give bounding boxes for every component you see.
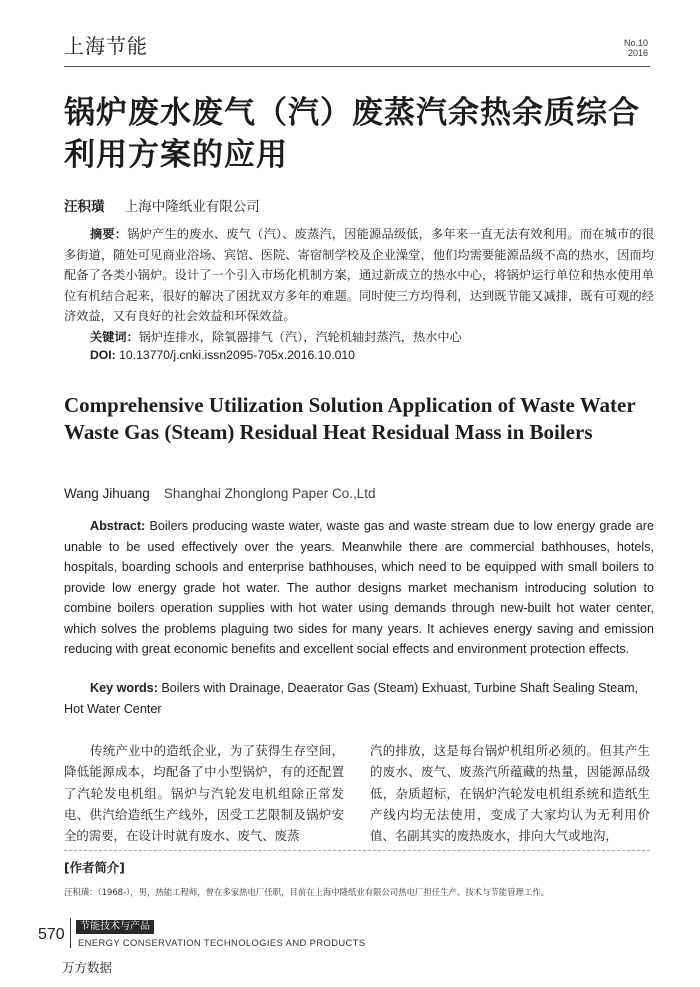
issue-year: 2016 — [627, 48, 648, 58]
footer-divider — [70, 918, 71, 948]
authors-en — [64, 486, 375, 501]
footnote-divider — [64, 850, 650, 851]
title-cn: 锅炉废水废气（汽）废蒸汽余热余质综合利用方案的应用 — [64, 95, 640, 173]
keywords-en — [64, 678, 654, 719]
magazine-name-cn: 节能技术与产品 — [76, 920, 154, 934]
abstract-en-text: Boilers producing waste water, waste gas and waste stream due to low energy grade are unable to be used effectively over the years. Meanwhile there are commercial bathhouses, hotels, hospitals, boarding schools and enterprise bathhouses, which need to be equipped with small boilers to provide low energy grade hot water. The author designs market mechanism introducing solution to combine boilers operation supplies with hot water using demands through new-built hot water center, which solves the problems plaguing two sides for many years. It achieves energy saving and emission reducing with great economic benefits and excellent social effects and environment protection effects. — [64, 519, 654, 656]
magazine-name-en: ENERGY CONSERVATION TECHNOLOGIES AND PRODUCTS — [78, 937, 366, 948]
keywords-en-label: Key words: — [90, 681, 158, 695]
author-intro-text: 汪积璜：（1968-），男，热能工程师，曾在多家热电厂任职，目前在上海中隆纸业有限公司热电厂担任生产、技术与节能管理工作。 — [64, 887, 549, 897]
keywords-en-text: Boilers with Drainage, Deaerator Gas (Steam) Exhuast, Turbine Shaft Sealing Steam, Hot Water Center — [64, 681, 639, 716]
body-column-right: 汽的排放，这是每台锅炉机组所必须的。但其产生的废水、废气、废蒸汽所蕴藏的热量，因能源品级低，杂质超标，在锅炉汽轮发电机组系统和造纸生产线内均无法使用，变成了大家均认为无利用价值、名副其实的废热废水，排向大气或地沟， — [370, 743, 650, 844]
doi-value[interactable]: 10.13770/j.cnki.issn2095-705x.2016.10.010 — [119, 348, 355, 362]
body-column-left: 传统产业中的造纸企业，为了获得生存空间，降低能源成本，均配备了中小型锅炉，有的还配置了汽轮发电机组。锅炉与汽轮发电机组除正常发电、供汽给造纸生产线外，因受工艺限制及锅炉安全的需要，在设计时就有废水、废气、废蒸 — [64, 743, 344, 844]
doi — [90, 348, 355, 362]
abstract-en — [64, 516, 654, 660]
title-en: Comprehensive Utilization Solution Application of Waste Water Waste Gas (Steam) Residual Heat Residual Mass in Boilers — [64, 393, 636, 444]
journal-name: 上海节能 — [64, 34, 148, 58]
abstract-cn — [64, 224, 654, 327]
page-number: 570 — [38, 926, 65, 943]
authors-cn — [64, 195, 260, 215]
issue-number: No.10 — [623, 38, 648, 48]
abstract-cn-text: 锅炉产生的废水、废气（汽）、废蒸汽，因能源品级低，多年来一直无法有效利用。而在城市的很多街道，随处可见商业浴场、宾馆、医院、寄宿制学校及企业澡堂，他们均需要能源品级不高的热水，因而均配备了各类小锅炉。设计了一个引入市场化机制方案，通过新成立的热水中心，将锅炉运行单位和热水使用单位有机结合起来，很好的解决了困扰双方多年的难题。同时使三方均得利，达到既节能又减排，既有可观的经济效益，又有良好的社会效益和环保效益。 — [64, 227, 655, 323]
author-affiliation-cn: 上海中隆纸业有限公司 — [124, 199, 260, 215]
keywords-cn — [90, 328, 462, 345]
keywords-cn-text: 锅炉连排水，除氧器排气（汽），汽轮机轴封蒸汽，热水中心 — [138, 330, 462, 344]
header-divider — [64, 66, 650, 67]
issue-info — [624, 38, 648, 58]
watermark: 万方数据 — [62, 960, 113, 975]
author-intro-heading: [作者简介] — [64, 860, 125, 875]
keywords-cn-label: 关键词： — [90, 330, 139, 344]
abstract-en-label: Abstract: — [90, 519, 146, 533]
abstract-cn-label: 摘要： — [90, 227, 128, 241]
author-affiliation-en: Shanghai Zhonglong Paper Co.,Ltd — [163, 486, 376, 501]
author-name-cn: 汪积璜 — [64, 199, 105, 215]
author-name-en: Wang Jihuang — [64, 486, 150, 501]
doi-label: DOI: — [90, 348, 116, 362]
